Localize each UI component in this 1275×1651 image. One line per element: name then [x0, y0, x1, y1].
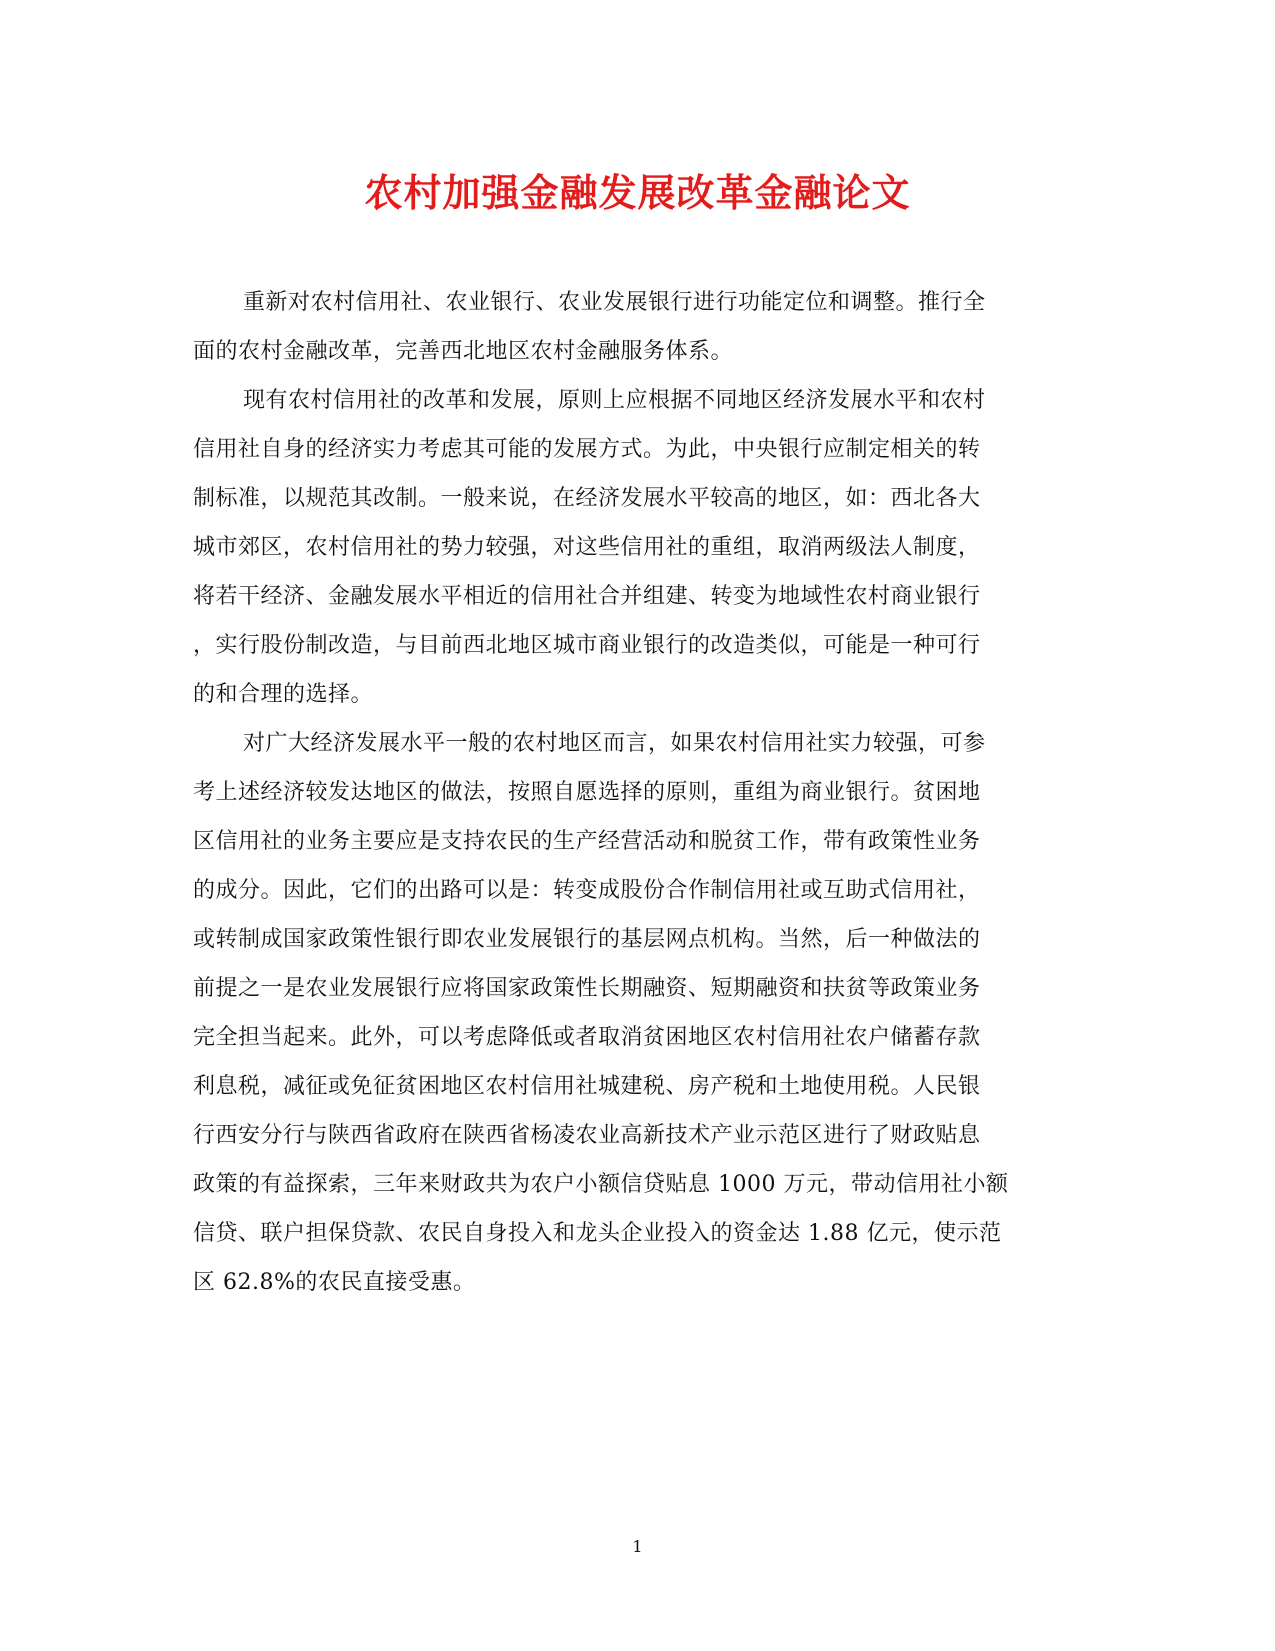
text-line: 现有农村信用社的改革和发展，原则上应根据不同地区经济发展水平和农村	[243, 388, 986, 413]
text-line: 对广大经济发展水平一般的农村地区而言，如果农村信用社实力较强，可参	[243, 731, 986, 756]
text-line: 完全担当起来。此外，可以考虑降低或者取消贫困地区农村信用社农户储蓄存款	[193, 1025, 981, 1050]
text-line: 区信用社的业务主要应是支持农民的生产经营活动和脱贫工作，带有政策性业务	[193, 829, 981, 854]
text-line: 面的农村金融改革，完善西北地区农村金融服务体系。	[193, 339, 734, 364]
text-line: 利息税，减征或免征贫困地区农村信用社城建税、房产税和土地使用税。人民银	[193, 1074, 981, 1099]
text-line: 行西安分行与陕西省政府在陕西省杨凌农业高新技术产业示范区进行了财政贴息	[193, 1123, 981, 1148]
text-line: 或转制成国家政策性银行即农业发展银行的基层网点机构。当然，后一种做法的	[193, 927, 981, 952]
text-line: 重新对农村信用社、农业银行、农业发展银行进行功能定位和调整。推行全	[243, 290, 986, 315]
text-line: 区 62.8%的农民直接受惠。	[193, 1270, 476, 1295]
text-line: 信用社自身的经济实力考虑其可能的发展方式。为此，中央银行应制定相关的转	[193, 437, 981, 462]
text-line: 考上述经济较发达地区的做法，按照自愿选择的原则，重组为商业银行。贫困地	[193, 780, 981, 805]
text-line: 政策的有益探索，三年来财政共为农户小额信贷贴息 1000 万元，带动信用社小额	[193, 1172, 1009, 1197]
paragraph-1	[193, 278, 1083, 376]
text-line: 前提之一是农业发展银行应将国家政策性长期融资、短期融资和扶贫等政策业务	[193, 976, 981, 1001]
text-line: ，实行股份制改造，与目前西北地区城市商业银行的改造类似，可能是一种可行	[193, 633, 981, 658]
text-line: 的成分。因此，它们的出路可以是：转变成股份合作制信用社或互助式信用社，	[193, 878, 981, 903]
document-body	[193, 278, 1083, 1307]
text-line: 信贷、联户担保贷款、农民自身投入和龙头企业投入的资金达 1.88 亿元，使示范	[193, 1221, 1002, 1246]
text-line: 将若干经济、金融发展水平相近的信用社合并组建、转变为地域性农村商业银行	[193, 584, 981, 609]
paragraph-3	[193, 719, 1083, 1307]
paragraph-2	[193, 376, 1083, 719]
page-number: 1	[632, 1537, 643, 1556]
document-title: 农村加强金融发展改革金融论文	[364, 170, 911, 215]
text-line: 制标准，以规范其改制。一般来说，在经济发展水平较高的地区，如：西北各大	[193, 486, 981, 511]
text-line: 的和合理的选择。	[193, 682, 374, 707]
text-line: 城市郊区，农村信用社的势力较强，对这些信用社的重组，取消两级法人制度，	[193, 535, 981, 560]
